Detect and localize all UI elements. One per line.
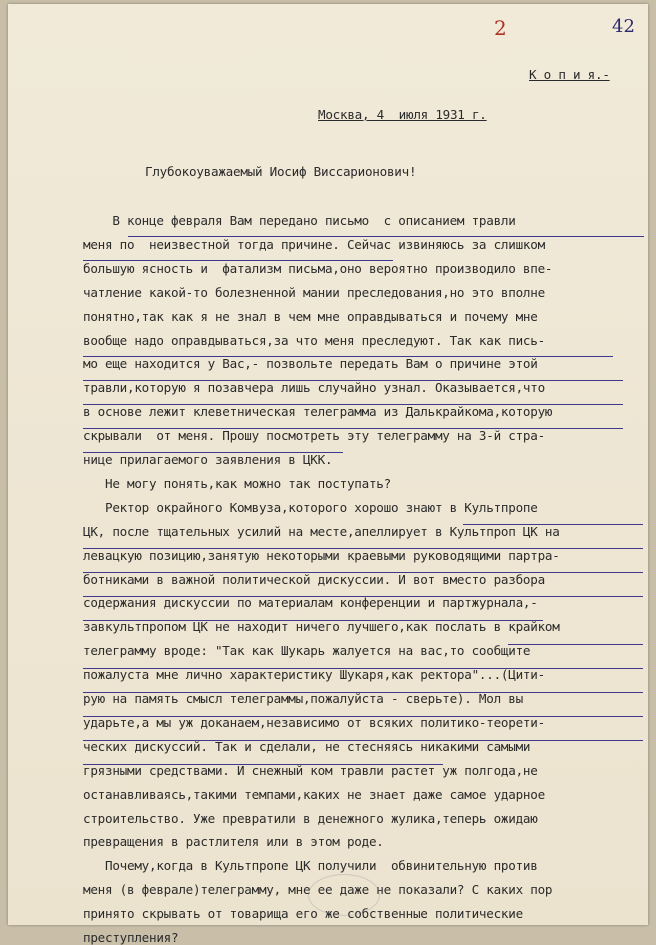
- letter-line: превращения в растлителя или в этом роде.: [83, 834, 384, 850]
- letter-line: нице прилагаемого заявления в ЦКК.: [83, 452, 333, 467]
- red-page-number: 2: [494, 16, 507, 40]
- letter-line: чатление какой-то болезненной мании преследования,но это вполне: [83, 284, 545, 300]
- letter-line: Не могу понять,как можно так поступать?: [83, 475, 391, 491]
- letter-line: телеграмму вроде: "Так как Шукарь жалуется на вас,то сообщите: [83, 643, 531, 659]
- date-line: Москва, 4 июля 1931 г.: [318, 107, 487, 122]
- letter-line: меня по неизвестной тогда причине. Сейчас извиняюсь за слишком: [83, 236, 545, 252]
- letter-line: скрывали от меня. Прошу посмотреть эту телеграмму на 3-й стра-: [83, 428, 545, 444]
- document-page: [8, 4, 648, 945]
- letter-line: грязными средствами. И снежный ком травли растет уж полгода,не: [83, 762, 538, 778]
- faint-stamp: [308, 874, 380, 916]
- letter-line: ЦК, после тщательных усилий на месте,апеллирует в Культпроп ЦК на: [83, 523, 560, 539]
- letter-line: мо еще находится у Вас,- позвольте передать Вам о причине этой: [83, 356, 538, 372]
- letter-line: Ректор окрайного Комвуза,которого хорошо знают в Культпропе: [83, 499, 538, 515]
- letter-line: левацкую позицию,занятую некоторыми краевыми руководящими партра-: [83, 547, 560, 563]
- letter-line: В конце февраля Вам передано письмо с описанием травли: [83, 213, 516, 228]
- archive-page-number: 42: [612, 16, 635, 37]
- letter-line: останавливаясь,такими темпами,каких не знает даже самое ударное: [83, 786, 545, 802]
- letter-line: строительство. Уже превратили в денежного жулика,теперь ожидаю: [83, 810, 538, 826]
- letter-line: принято скрывать от товарища его же собственные политические: [83, 906, 523, 922]
- letter-line: вообще надо оправдываться,за что меня преследуют. Так как пись-: [83, 332, 545, 348]
- letter-line: преступления?: [83, 930, 179, 945]
- letter-line: понятно,так как я не знал в чем мне оправдываться и почему мне: [83, 308, 538, 324]
- letter-line: пожалуста мне лично характеристику Шукаря,как ректора"...(Цити-: [83, 667, 545, 683]
- salutation: Глубокоуважаемый Иосиф Виссарионович!: [145, 164, 417, 179]
- letter-line: Почему,когда в Культпропе ЦК получили обвинительную против: [83, 858, 538, 874]
- letter-line: меня (в феврале)телеграмму, мне ее даже не показали? С каких пор: [83, 882, 553, 898]
- letter-line: ческих дискуссий. Так и сделали, не стесняясь никакими самыми: [83, 738, 531, 754]
- letter-line: ботниками в важной политической дискуссии. И вот вместо разбора: [83, 571, 545, 587]
- copy-label: К о п и я.-: [529, 67, 610, 82]
- letter-line: завкультпропом ЦК не находит ничего лучшего,как послать в крайком: [83, 619, 560, 635]
- letter-line: травли,которую я позавчера лишь случайно узнал. Оказывается,что: [83, 380, 545, 396]
- letter-line: содержания дискуссии по материалам конференции и партжурнала,-: [83, 595, 538, 611]
- letter-line: ударьте,а мы уж доканаем,независимо от всяких политико-теорети-: [83, 714, 545, 730]
- letter-line: большую ясность и фатализм письма,оно вероятно производило впе-: [83, 260, 553, 276]
- letter-line: рую на память смысл телеграммы,пожалуйста - сверьте). Мол вы: [83, 691, 523, 706]
- letter-line: в основе лежит клеветническая телеграмма из Далькрайкома,которую: [83, 404, 553, 420]
